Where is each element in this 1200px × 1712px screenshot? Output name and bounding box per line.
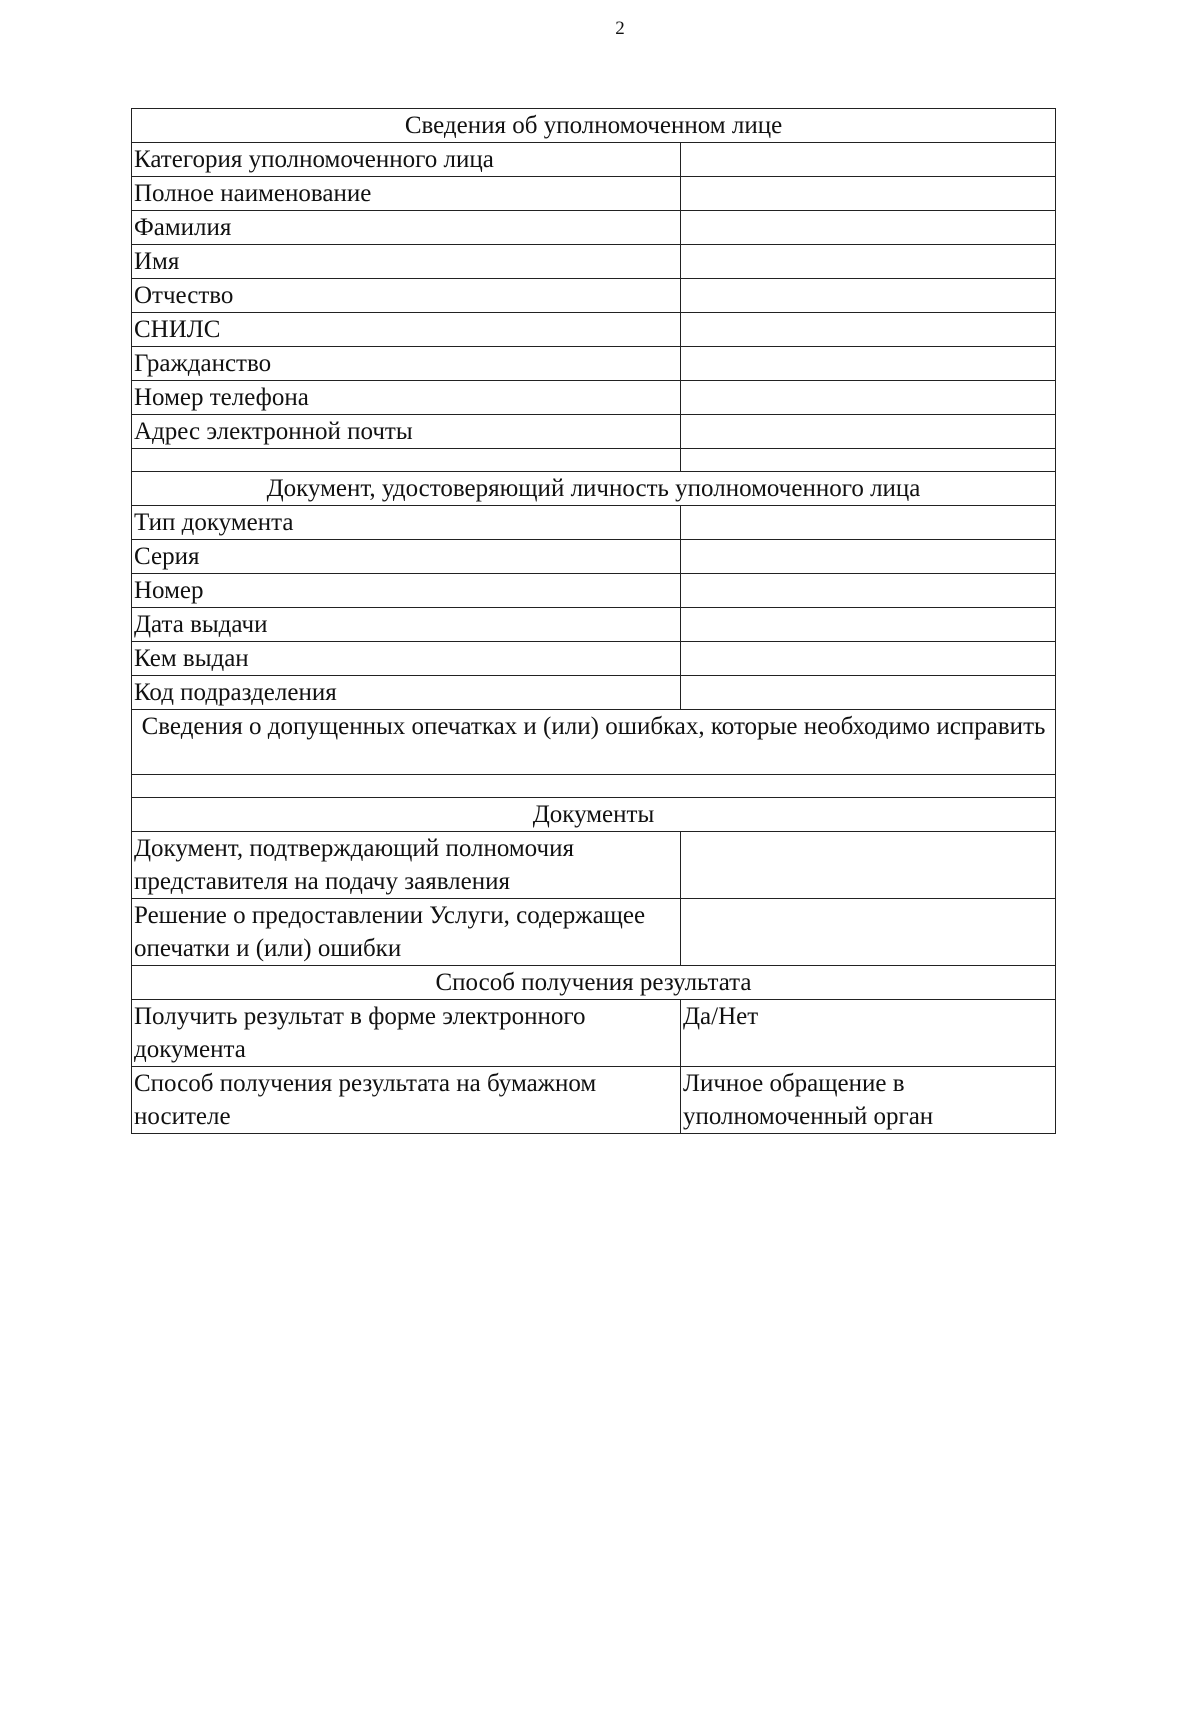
- section-title: Документы: [132, 798, 1056, 832]
- errors-value-row: [132, 775, 1056, 798]
- field-row-full-name: [132, 177, 1056, 211]
- field-label-paper-result: Способ получения результата на бумажном носителе: [132, 1067, 681, 1134]
- field-value-email[interactable]: [681, 415, 1056, 449]
- field-value-issued-by[interactable]: [681, 642, 1056, 676]
- section-header-result-method: [132, 966, 1056, 1000]
- field-row-decision-document: [132, 899, 1056, 966]
- field-label-division-code: Код подразделения: [132, 676, 681, 710]
- field-row-issue-date: [132, 608, 1056, 642]
- field-label-category: Категория уполномоченного лица: [132, 143, 681, 177]
- field-row-patronymic: [132, 279, 1056, 313]
- field-value-number[interactable]: [681, 574, 1056, 608]
- field-value-snils[interactable]: [681, 313, 1056, 347]
- field-label-full-name: Полное наименование: [132, 177, 681, 211]
- field-label-issue-date: Дата выдачи: [132, 608, 681, 642]
- section-header-errors: [132, 710, 1056, 775]
- section-title: Сведения о допущенных опечатках и (или) ошибках, которые необходимо исправить: [132, 710, 1056, 775]
- field-row-number: [132, 574, 1056, 608]
- field-row-document-type: [132, 506, 1056, 540]
- field-value-citizenship[interactable]: [681, 347, 1056, 381]
- section-header-documents: [132, 798, 1056, 832]
- field-value-issue-date[interactable]: [681, 608, 1056, 642]
- field-label-snils: СНИЛС: [132, 313, 681, 347]
- field-label-citizenship: Гражданство: [132, 347, 681, 381]
- field-row-authority-document: [132, 832, 1056, 899]
- section-header-identity-document: [132, 472, 1056, 506]
- empty-cell: [681, 449, 1056, 472]
- empty-cell: [132, 449, 681, 472]
- field-label-document-type: Тип документа: [132, 506, 681, 540]
- field-value-patronymic[interactable]: [681, 279, 1056, 313]
- field-row-category: [132, 143, 1056, 177]
- field-label-email: Адрес электронной почты: [132, 415, 681, 449]
- field-row-paper-result: [132, 1067, 1056, 1134]
- field-value-decision-document[interactable]: [681, 899, 1056, 966]
- field-label-issued-by: Кем выдан: [132, 642, 681, 676]
- authorized-person-form-table: [131, 108, 1056, 1134]
- field-value-document-type[interactable]: [681, 506, 1056, 540]
- spacer-row: [132, 449, 1056, 472]
- field-label-series: Серия: [132, 540, 681, 574]
- field-value-full-name[interactable]: [681, 177, 1056, 211]
- field-row-email: [132, 415, 1056, 449]
- field-value-surname[interactable]: [681, 211, 1056, 245]
- section-title: Способ получения результата: [132, 966, 1056, 1000]
- field-value-series[interactable]: [681, 540, 1056, 574]
- field-label-phone: Номер телефона: [132, 381, 681, 415]
- field-value-first-name[interactable]: [681, 245, 1056, 279]
- errors-value-field[interactable]: [132, 775, 1056, 798]
- section-title: Документ, удостоверяющий личность уполномоченного лица: [132, 472, 1056, 506]
- field-row-surname: [132, 211, 1056, 245]
- field-value-category[interactable]: [681, 143, 1056, 177]
- field-value-phone[interactable]: [681, 381, 1056, 415]
- section-title: Сведения об уполномоченном лице: [132, 109, 1056, 143]
- field-row-phone: [132, 381, 1056, 415]
- section-header-authorized-person: [132, 109, 1056, 143]
- field-label-surname: Фамилия: [132, 211, 681, 245]
- field-row-issued-by: [132, 642, 1056, 676]
- field-label-authority-document: Документ, подтверждающий полномочия представителя на подачу заявления: [132, 832, 681, 899]
- field-row-series: [132, 540, 1056, 574]
- field-label-number: Номер: [132, 574, 681, 608]
- field-label-patronymic: Отчество: [132, 279, 681, 313]
- field-value-authority-document[interactable]: [681, 832, 1056, 899]
- field-row-snils: [132, 313, 1056, 347]
- field-label-decision-document: Решение о предоставлении Услуги, содержащее опечатки и (или) ошибки: [132, 899, 681, 966]
- field-value-paper-result[interactable]: Личное обращение в уполномоченный орган: [681, 1067, 1056, 1134]
- page-number: 2: [615, 18, 625, 39]
- field-row-electronic-result: [132, 1000, 1056, 1067]
- field-label-first-name: Имя: [132, 245, 681, 279]
- field-row-citizenship: [132, 347, 1056, 381]
- field-label-electronic-result: Получить результат в форме электронного документа: [132, 1000, 681, 1067]
- field-value-division-code[interactable]: [681, 676, 1056, 710]
- field-row-first-name: [132, 245, 1056, 279]
- field-value-electronic-result[interactable]: Да/Нет: [681, 1000, 1056, 1067]
- field-row-division-code: [132, 676, 1056, 710]
